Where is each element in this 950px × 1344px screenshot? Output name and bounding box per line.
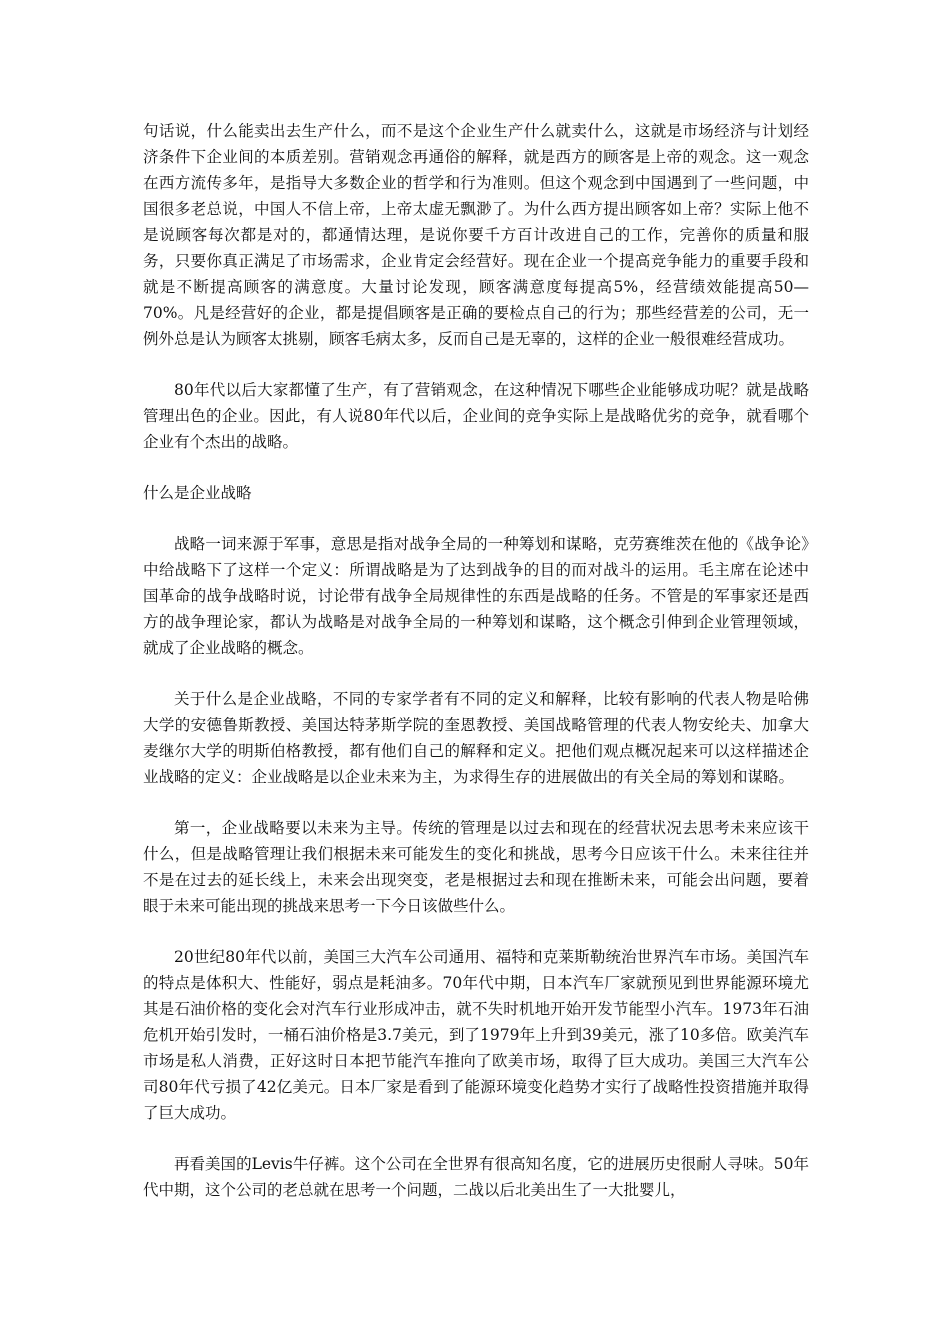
paragraph-market-economy: 句话说，什么能卖出去生产什么，而不是这个企业生产什么就卖什么，这就是市场经济与计划经济条件下企业间的本质差别。营销观念再通俗的解释，就是西方的顾客是上帝的观念。这一观念在西方流传多年，是指导大多数企业的哲学和行为准则。但这个观念到中国遇到了一些问题，中国很多老总说，中国人不信上帝，上帝太虚无飘渺了。为什么西方提出顾客如上帝？实际上他不是说顾客每次都是对的，都通情达理，是说你要千方百计改进自己的工作，完善你的质量和服务，只要你真正满足了市场需求，企业肯定会经营好。现在企业一个提高竞争能力的重要手段和就是不断提高顾客的满意度。大量讨论发现，顾客满意度每提高5%，经营绩效能提高50—70%。凡是经营好的企业，都是提倡顾客是正确的要检点自己的行为；那些经营差的公司，无一例外总是认为顾客太挑剔，顾客毛病太多，反而自己是无辜的，这样的企业一般很难经营成功。 [143,122,809,348]
section-heading-what-is-strategy: 什么是企业战略 [143,484,252,502]
paragraph-automobile-case: 20世纪80年代以前，美国三大汽车公司通用、福特和克莱斯勒统治世界汽车市场。美国汽车的特点是体积大、性能好，弱点是耗油多。70年代中期，日本汽车厂家就预见到世界能源环境尤其是石油价格的变化会对汽车行业形成冲击，就不失时机地开始开发节能型小汽车。1973年石油危机开始引发时，一桶石油价格是3.7美元，到了1979年上升到39美元，涨了10多倍。欧美汽车市场是私人消费，正好这时日本把节能汽车推向了欧美市场，取得了巨大成功。美国三大汽车公司80年代亏损了42亿美元。日本厂家是看到了能源环境变化趋势才实行了战略性投资措施并取得了巨大成功。 [143,948,809,1122]
paragraph-eighties-competition: 80年代以后大家都懂了生产，有了营销观念，在这种情况下哪些企业能够成功呢？就是战略管理出色的企业。因此，有人说80年代以后，企业间的竞争实际上是战略优劣的竞争，就看哪个企业有个杰出的战略。 [143,381,809,451]
paragraph-future-oriented: 第一，企业战略要以未来为主导。传统的管理是以过去和现在的经营状况去思考未来应该干什么，但是战略管理让我们根据未来可能发生的变化和挑战，思考今日应该干什么。未来往往并不是在过去的延长线上，未来会出现突变，老是根据过去和现在推断未来，可能会出问题，要着眼于未来可能出现的挑战来思考一下今日该做些什么。 [143,819,809,915]
paragraph-strategy-definition: 关于什么是企业战略，不同的专家学者有不同的定义和解释，比较有影响的代表人物是哈佛大学的安德鲁斯教授、美国达特茅斯学院的奎恩教授、美国战略管理的代表人物安纶夫、加拿大麦继尔大学的明斯伯格教授，都有他们自己的解释和定义。把他们观点概况起来可以这样描述企业战略的定义：企业战略是以企业未来为主，为求得生存的进展做出的有关全局的筹划和谋略。 [143,690,809,786]
paragraph-strategy-origin: 战略一词来源于军事，意思是指对战争全局的一种筹划和谋略，克劳赛维茨在他的《战争论》中给战略下了这样一个定义：所谓战略是为了达到战争的目的而对战斗的运用。毛主席在论述中国革命的战争战略时说，讨论带有战争全局规律性的东西是战略的任务。不管是的军事家还是西方的战争理论家，都认为战略是对战争全局的一种筹划和谋略，这个概念引伸到企业管理领域，就成了企业战略的概念。 [143,535,809,657]
paragraph-levis-case: 再看美国的Levis牛仔裤。这个公司在全世界有很高知名度，它的进展历史很耐人寻味。50年代中期，这个公司的老总就在思考一个问题，二战以后北美出生了一大批婴儿， [143,1155,809,1199]
document-body [143,118,809,1203]
